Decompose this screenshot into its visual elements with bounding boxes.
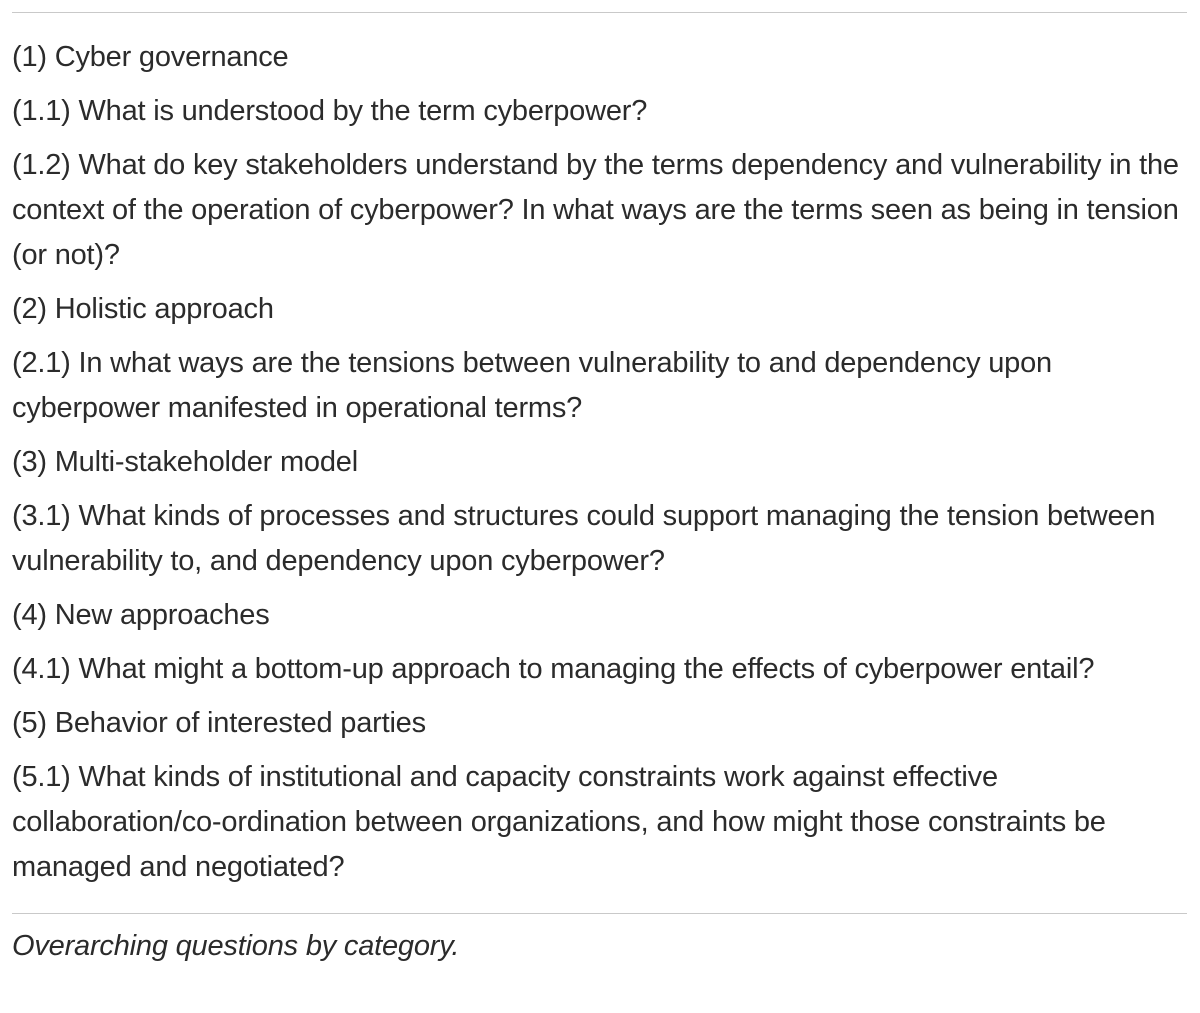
category-row-5: (5) Behavior of interested parties xyxy=(12,707,426,739)
category-row-2: (2) Holistic approach xyxy=(12,293,274,325)
question-row-3-1: (3.1) What kinds of processes and structures could support managing the tension between vulnerability to, and dependency upon cyberpower? xyxy=(12,500,1156,577)
category-row-4: (4) New approaches xyxy=(12,599,270,631)
question-row-1-2: (1.2) What do key stakeholders understand by the terms dependency and vulnerability in the context of the operation of cyberpower? In what ways are the terms seen as being in tension (or not)? xyxy=(12,149,1179,271)
category-row-1: (1) Cyber governance xyxy=(12,41,289,73)
question-row-2-1: (2.1) In what ways are the tensions between vulnerability to and dependency upon cyberpower manifested in operational terms? xyxy=(12,347,1052,424)
table-body xyxy=(12,13,1187,913)
question-row-5-1: (5.1) What kinds of institutional and capacity constraints work against effective collaboration/co-ordination between organizations, and how might those constraints be managed and negotiated? xyxy=(12,761,1106,883)
question-row-1-1: (1.1) What is understood by the term cyberpower? xyxy=(12,95,648,127)
bottom-rule xyxy=(12,913,1187,914)
questions-table xyxy=(12,12,1187,969)
question-row-4-1: (4.1) What might a bottom-up approach to managing the effects of cyberpower entail? xyxy=(12,653,1095,685)
category-row-3: (3) Multi-stakeholder model xyxy=(12,446,358,478)
table-caption: Overarching questions by category. xyxy=(12,930,460,962)
